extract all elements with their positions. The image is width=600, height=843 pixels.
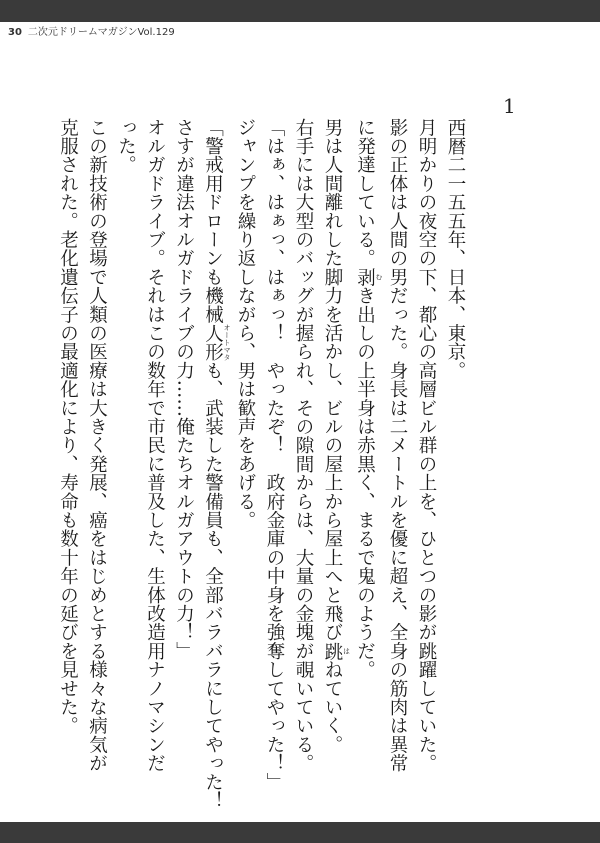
ruby-hane-reading: は [342, 641, 351, 661]
ruby-automata [202, 323, 231, 362]
body-text [57, 118, 470, 810]
text-line-5b: ねていく。 [322, 660, 343, 754]
ruby-muki-reading: む [375, 267, 383, 287]
text-line-9a: 「警戒用ドローンも機械 [202, 118, 224, 324]
chapter-number: 1 [503, 94, 516, 118]
ruby-automata-base: 人形 [202, 323, 224, 362]
text-line-5a: 男は人間離れした脚力を活かし、ビルの屋上から屋上へと飛び [322, 118, 343, 642]
text-line-8: ジャンプを繰り返しながら、男は歓声をあげる。 [235, 118, 256, 530]
ruby-muki-base: 剥 [354, 267, 376, 287]
ruby-automata-reading: オートマタ [223, 323, 231, 362]
page-number: 30 [8, 27, 22, 38]
text-line-4a: に発達している。 [354, 118, 376, 268]
magazine-title: 二次元ドリームマガジンVol.129 [27, 27, 175, 38]
text-line-11: オルガドライブ。それはこの数年で市民に普及した、生体改造用ナノマシンだ [144, 118, 166, 773]
text-line-12: った。 [115, 118, 137, 175]
top-bar [0, 0, 600, 22]
ruby-hane [322, 641, 351, 661]
text-line-4 [351, 118, 384, 678]
text-line-5 [318, 118, 351, 754]
text-line-9 [199, 118, 232, 810]
text-line-14: 克服された。老化遺伝子の最適化により、寿命も数十年の延びを見せた。 [57, 118, 79, 736]
text-line-7: 「はぁ、はぁっ、はぁっ！ やったぞ！ 政府金庫の中身を強奪してやった！」 [264, 118, 285, 792]
text-line-3: 影の正体は人間の男だった。身長は二メートルを優に超え、全身の筋肉は異常 [387, 118, 408, 773]
bottom-bar [0, 822, 600, 843]
text-line-9b: も、武装した警備員も、全部バラバラにしてやった！ [202, 361, 224, 810]
ruby-muki [354, 267, 383, 287]
text-line-1: 西暦二一五五年、日本、東京。 [445, 118, 466, 380]
text-line-6: 右手には大型のバッグが握られ、その隙間からは、大量の金塊が覗いている。 [293, 118, 314, 773]
text-line-4b: き出しの上半身は赤黒く、まるで鬼のようだ。 [354, 286, 376, 680]
ruby-hane-base: 跳 [322, 641, 343, 661]
text-line-10: さすが違法オルガドライブの力……俺たちオルガアウトの力！」 [173, 118, 195, 661]
running-header [8, 23, 175, 39]
text-line-2: 月明かりの夜空の下、都心の高層ビル群の上を、ひとつの影が跳躍していた。 [416, 118, 437, 773]
text-line-13: この新技術の登場で人類の医療は大きく発展、癌をはじめとする様々な病気が [86, 118, 108, 773]
